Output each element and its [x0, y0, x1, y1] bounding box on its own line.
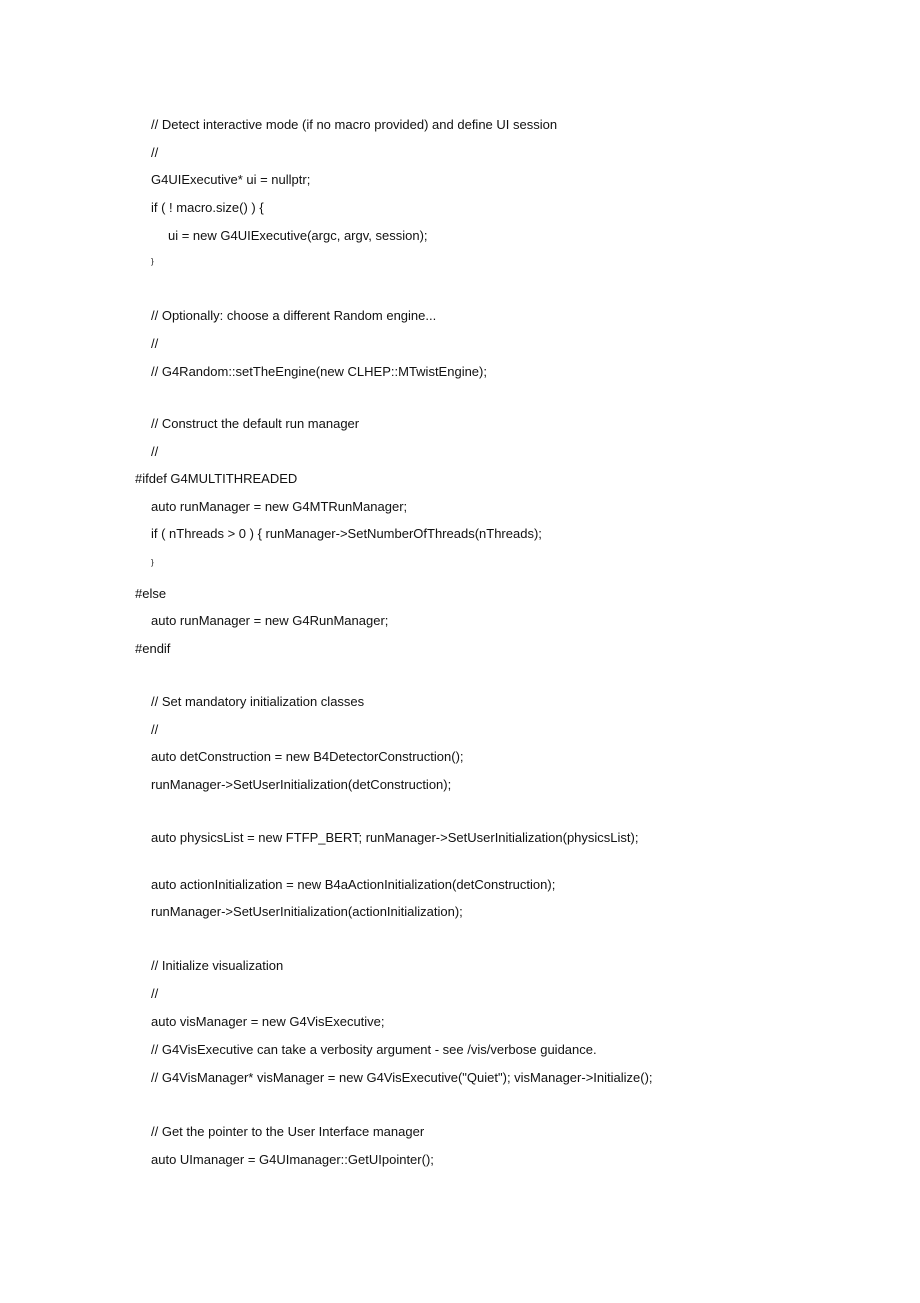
code-line-20: //	[151, 722, 159, 737]
code-line-6: }	[151, 257, 154, 266]
code-line-30: // G4VisManager* visManager = new G4VisExecutive("Quiet"); visManager->Initialize();	[151, 1070, 653, 1085]
code-line-27: //	[151, 986, 159, 1001]
code-line-18: #endif	[135, 641, 171, 656]
code-line-26: // Initialize visualization	[151, 958, 284, 973]
code-line-29: // G4VisExecutive can take a verbosity argument - see /vis/verbose guidance.	[151, 1042, 597, 1057]
code-line-2: //	[151, 145, 159, 160]
code-line-1: // Detect interactive mode (if no macro provided) and define UI session	[151, 117, 558, 132]
code-line-5: ui = new G4UIExecutive(argc, argv, session);	[168, 228, 428, 243]
code-line-32: auto UImanager = G4UImanager::GetUIpointer();	[151, 1152, 434, 1167]
code-line-4: if ( ! macro.size() ) {	[151, 200, 264, 215]
code-line-11: //	[151, 444, 159, 459]
code-line-21: auto detConstruction = new B4DetectorConstruction();	[151, 749, 464, 764]
code-line-12: #ifdef G4MULTITHREADED	[135, 471, 298, 486]
code-line-24: auto actionInitialization = new B4aActionInitialization(detConstruction);	[151, 877, 556, 892]
code-line-8: //	[151, 336, 159, 351]
code-line-10: // Construct the default run manager	[151, 416, 360, 431]
code-line-17: auto runManager = new G4RunManager;	[151, 613, 389, 628]
code-line-28: auto visManager = new G4VisExecutive;	[151, 1014, 385, 1029]
code-line-22: runManager->SetUserInitialization(detConstruction);	[151, 777, 452, 792]
code-line-15: }	[151, 558, 154, 567]
code-line-25: runManager->SetUserInitialization(actionInitialization);	[151, 904, 463, 919]
code-line-13: auto runManager = new G4MTRunManager;	[151, 499, 408, 514]
code-line-9: // G4Random::setTheEngine(new CLHEP::MTwistEngine);	[151, 364, 487, 379]
code-line-3: G4UIExecutive* ui = nullptr;	[151, 172, 311, 187]
code-line-16: #else	[135, 586, 167, 601]
code-line-7: // Optionally: choose a different Random engine...	[151, 308, 437, 323]
code-line-14: if ( nThreads > 0 ) { runManager->SetNumberOfThreads(nThreads);	[151, 526, 542, 541]
code-line-31: // Get the pointer to the User Interface manager	[151, 1124, 425, 1139]
code-line-23: auto physicsList = new FTFP_BERT; runManager->SetUserInitialization(physicsList);	[151, 830, 639, 845]
code-line-19: // Set mandatory initialization classes	[151, 694, 365, 709]
